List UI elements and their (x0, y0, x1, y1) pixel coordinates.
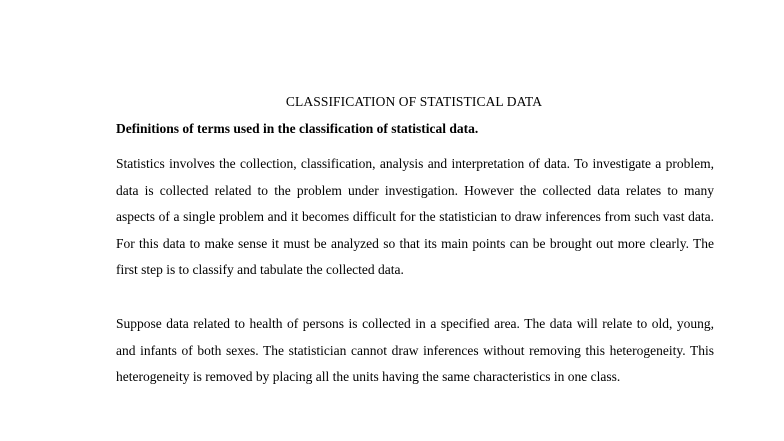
body-paragraph: Suppose data related to health of persons is collected in a specified area. The data will relate to old, young, and infants of both sexes. The statistician cannot draw inferences without removing this heterogeneity. This heterogeneity is removed by placing all the units having the same characteristics in one class. (116, 316, 714, 385)
body-paragraph: Statistics involves the collection, classification, analysis and interpretation of data. To investigate a problem, data is collected related to the problem under investigation. However the collected data relates to many aspects of a single problem and it becomes difficult for the statistician to draw inferences from such vast data. For this data to make sense it must be analyzed so that its main points can be brought out more clearly. The first step is to classify and tabulate the collected data. (116, 156, 714, 278)
section-heading: Definitions of terms used in the classification of statistical data. (116, 121, 479, 136)
page-title: CLASSIFICATION OF STATISTICAL DATA (285, 94, 543, 109)
